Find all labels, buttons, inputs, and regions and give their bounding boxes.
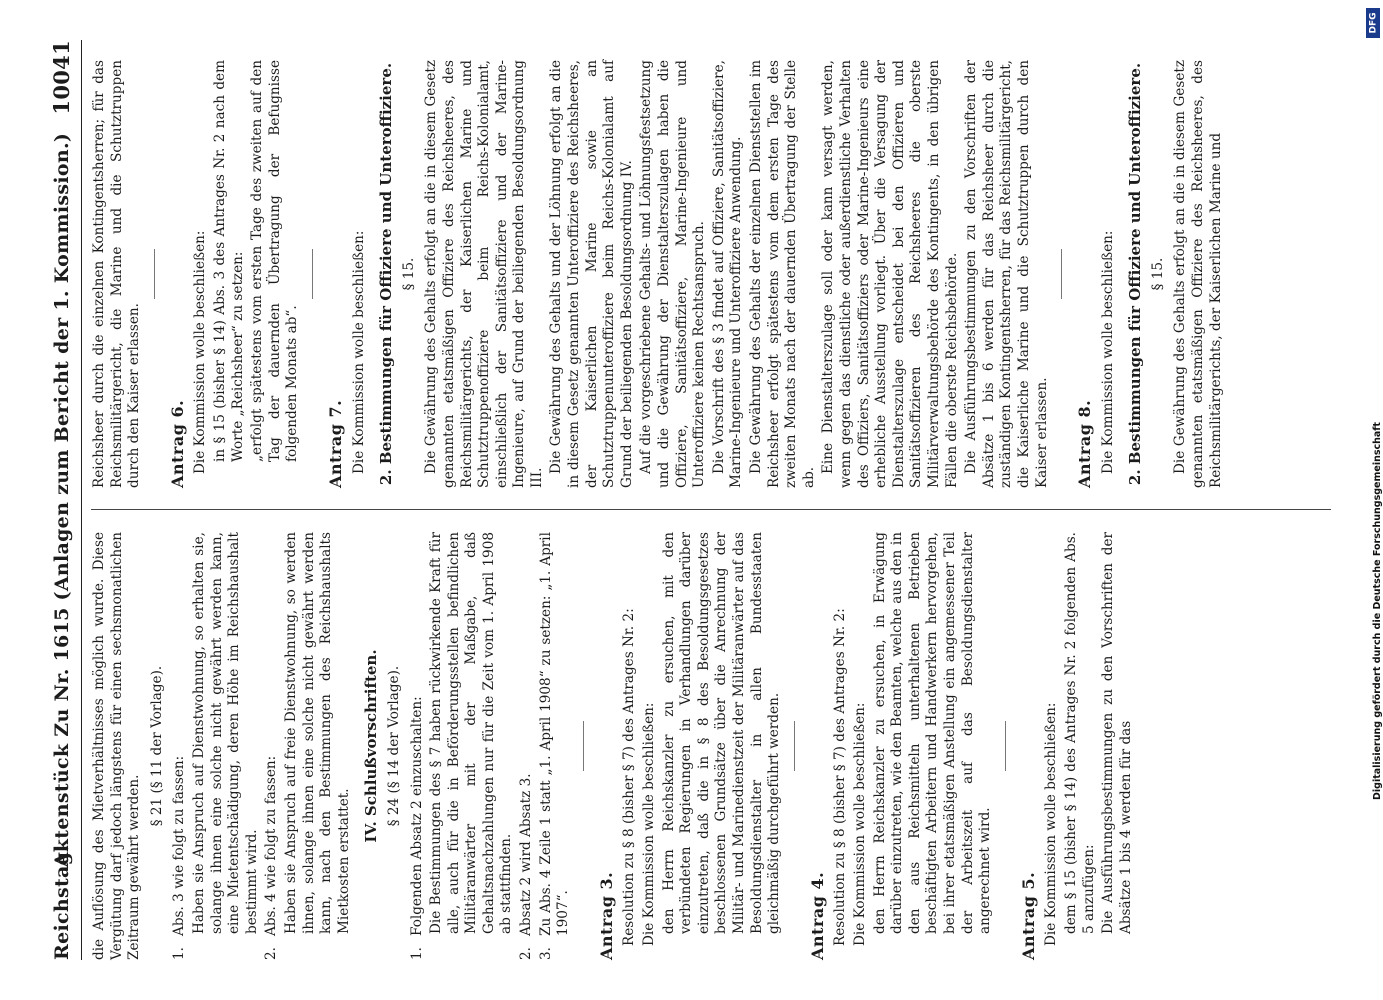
- section-ref: § 24 (§ 14 der Vorlage).: [385, 665, 402, 827]
- list-text: Absatz 2 wird Absatz 3.: [518, 773, 535, 936]
- separator: [154, 249, 155, 299]
- paragraph: Auf die vorgeschriebene Gehalts- und Löhnungsfestsetzung und die Gewährung der Dienstalterszulagen haben die Offiziere, Sanitätsoffiziere, Marine-Ingenieure und Unteroffiziere keinen Rechtsanspruch.: [638, 60, 708, 488]
- section-ref: § 21 (§ 11 der Vorlage).: [148, 665, 165, 827]
- list-text: Folgenden Absatz 2 einzuschalten:: [408, 696, 425, 936]
- list-item: [409, 532, 427, 960]
- paragraph: die Auflösung des Mietverhältnisses möglich wurde. Diese Vergütung darf jedoch längstens für einen sechsmonatlichen Zeitraum gewährt werden.: [91, 532, 143, 960]
- quote: in § 15 (bisher § 14) Abs. 3 des Antrages Nr. 2 nach dem Worte „Reichsheer“ zu setzen:: [211, 60, 246, 462]
- paragraph: Reichsheer durch die einzelnen Kontingentsherren; für das Reichsmilitärgericht, die Marine und die Schutztruppen durch den Kaiser erlassen.: [91, 60, 143, 488]
- antrag-heading: Antrag 4.: [807, 871, 827, 960]
- list-text: Zu Abs. 4 Zeile 1 statt „1. April 1908“ zu setzen: „1. April 1907“.: [537, 532, 572, 936]
- list-item: [538, 532, 573, 960]
- right-column: [91, 60, 1331, 488]
- column-divider: [91, 509, 1331, 510]
- list-number: 1.: [408, 947, 425, 960]
- quote: Haben sie Anspruch auf freie Dienstwohnung, so werden ihnen, solange ihnen eine solche nicht gewährt werden kann, nach den Bestimmungen des Reichshaushalts Mietkosten erstattet.: [282, 532, 352, 934]
- antrag-heading: Antrag 3.: [596, 871, 616, 960]
- antrag-heading: Antrag 8.: [1075, 399, 1095, 488]
- quote: Die Ausführungsbestimmungen zu den Vorschriften der Absätze 1 bis 4 werden für das: [1100, 532, 1134, 934]
- paragraph: Die Kommission wolle beschließen:: [641, 702, 658, 946]
- quote: Die Bestimmungen des § 7 haben rückwirkende Kraft für alle, auch für die in Beförderungsstellen befindlichen Militäranwärter mit der Maßgabe, daß Gehaltsnachzahlungen nur für die Zeit vom 1. April 1908 ab stattfinden.: [428, 532, 515, 934]
- dfg-logo-text: DFG: [1368, 12, 1379, 34]
- list-text: Abs. 3 wie folgt zu fassen:: [171, 755, 188, 936]
- paragraph: Die Gewährung des Gehalts und der Löhnung erfolgt an die in diesem Gesetz genannten Unteroffiziere des Reichsheeres, der Kaiserlichen Marine sowie an Schutztruppenunteroffiziere beim Reichs-Kolonialamt auf Grund der beiliegenden Besoldungsordnung IV.: [548, 60, 635, 488]
- paragraph: Die Kommission wolle beschließen:: [1043, 702, 1060, 946]
- quote: den Herrn Reichskanzler zu ersuchen, mit den verbündeten Regierungen in Verhandlungen darüber einzutreten, daß die in § 8 des Besoldungsgesetzes beschlossenen Grundsätze über die Anrechnung der Militär- und Marinedienstzeit der Militäranwärter auf das Besoldungsdienstalter in allen Bundesstaaten gleichmäßig durchgeführt werden.: [660, 532, 783, 934]
- paragraph: Die Gewährung des Gehalts der einzelnen Dienststellen im Reichsheer erfolgt spätestens vom dem ersten Tage des zweiten Monats nach der dauernden Übertragung der Stelle ab.: [748, 60, 817, 488]
- separator: [312, 249, 313, 299]
- quote: Haben sie Anspruch auf Dienstwohnung, so erhalten sie, solange ihnen eine solche nicht gewährt werden kann, eine Mietentschädigung, deren Höhe im Reichshaushalt bestimmt wird.: [190, 532, 260, 934]
- separator: [1061, 249, 1062, 299]
- quote: „erfolgt spätestens vom ersten Tage des zweiten auf den Tag der dauernden Übertragung der Befugnisse folgenden Monats ab“.: [249, 60, 301, 462]
- list-number: 3.: [537, 947, 554, 960]
- list-number: 2.: [263, 947, 280, 960]
- list-text: Abs. 4 wie folgt zu fassen:: [263, 755, 280, 936]
- header-left: Reichstag.: [51, 844, 73, 960]
- separator: [583, 721, 584, 771]
- quote: dem § 15 (bisher § 14) des Antrages Nr. 2 folgenden Abs. 5 anzufügen:: [1062, 532, 1097, 934]
- digitization-note: Digitalisierung gefördert durch die Deutsche Forschungsgemeinschaft: [1372, 422, 1383, 800]
- section-heading: 2. Bestimmungen für Offiziere und Unteroffiziere.: [377, 62, 396, 486]
- section-ref: § 15.: [1149, 257, 1166, 291]
- section-heading: IV. Schlußvorschriften.: [362, 649, 381, 843]
- paragraph: Die Gewährung des Gehalts erfolgt an die in diesem Gesetz genannten etatsmäßigen Offiziere des Reichsheeres, des Reichsmilitärgerichts, der Kaiserlichen Marine und Schutztruppenoffiziere beim Reichs-Kolonialamt, einschließlich der Sanitätsoffiziere und der Marine-Ingenieure, auf Grund der beiliegenden Besoldungsordnung III.: [423, 60, 545, 488]
- antrag-heading: Antrag 7.: [325, 399, 345, 488]
- paragraph: Die Kommission wolle beschließen:: [1099, 230, 1116, 474]
- dfg-logo: [1366, 8, 1380, 38]
- paragraph: Resolution zu § 8 (bisher § 7) des Antrages Nr. 2:: [621, 608, 638, 946]
- paragraph: Die Gewährung des Gehalts erfolgt an die in diesem Gesetz genannten etatsmäßigen Offiziere des Reichsheeres, des Reichsmilitärgerichts, der Kaiserlichen Marine und: [1172, 60, 1224, 488]
- antrag-heading: Antrag 6.: [167, 399, 187, 488]
- paragraph: Die Kommission wolle beschließen:: [851, 702, 868, 946]
- page-number: 10041: [49, 40, 74, 115]
- list-item: [171, 532, 189, 960]
- running-head: [45, 40, 82, 960]
- paragraph: Resolution zu § 8 (bisher § 7) des Antrages Nr. 2:: [832, 608, 849, 946]
- list-number: 1.: [171, 947, 188, 960]
- list-item: [518, 532, 536, 960]
- separator: [794, 721, 795, 771]
- paragraph: Eine Dienstalterszulage soll oder kann versagt werden, wenn gegen das dienstliche oder außerdienstliche Verhalten des Offiziers, Sanitätsoffiziers oder Marine-Ingenieurs eine erhebliche Ausstellung vorliegt. Über die Versagung der Dienstalterszulage entscheidet bei den Offizieren und Sanitätsoffizieren des Reichsheeres die oberste Militärverwaltungsbehörde des Kontingents, in den übrigen Fällen die oberste Reichsbehörde.: [820, 60, 960, 488]
- paragraph: Die Kommission wolle beschließen:: [350, 230, 367, 474]
- paragraph: Die Kommission wolle beschließen:: [192, 230, 209, 474]
- document-page: [45, 40, 1345, 960]
- list-item: [263, 532, 281, 960]
- list-number: 2.: [518, 947, 535, 960]
- paragraph: Die Vorschrift des § 3 findet auf Offiziere, Sanitätsoffiziere, Marine-Ingenieure und Unteroffiziere Anwendung.: [710, 60, 745, 488]
- antrag-heading: Antrag 5.: [1018, 871, 1038, 960]
- paragraph: Die Ausführungsbestimmungen zu den Vorschriften der Absätze 1 bis 6 werden für das Reichsheer durch die zuständigen Kontingentsherren, für das Reichsmilitärgericht, die Kaiserliche Marine und die Schutztruppen durch den Kaiser erlassen.: [963, 60, 1050, 488]
- section-heading: 2. Bestimmungen für Offiziere und Unteroffiziere.: [1126, 62, 1145, 486]
- header-title: Aktenstück Zu Nr. 1615 (Anlagen zum Bericht der 1. Kommission.): [51, 132, 73, 868]
- left-column: [91, 532, 1331, 960]
- quote: den Herrn Reichskanzler zu ersuchen, in Erwägung darüber einzutreten, wie den Beamten, welche aus den in den aus Reichsmitteln unterhaltenen Betrieben beschäftigten Arbeitern und Handwerkern hervorgehen, bei ihrer etatsmäßigen Anstellung ein angemessener Teil der Arbeitszeit auf das Besoldungsdienstalter angerechnet wird.: [871, 532, 994, 934]
- section-ref: § 15.: [400, 257, 417, 291]
- separator: [1005, 721, 1006, 771]
